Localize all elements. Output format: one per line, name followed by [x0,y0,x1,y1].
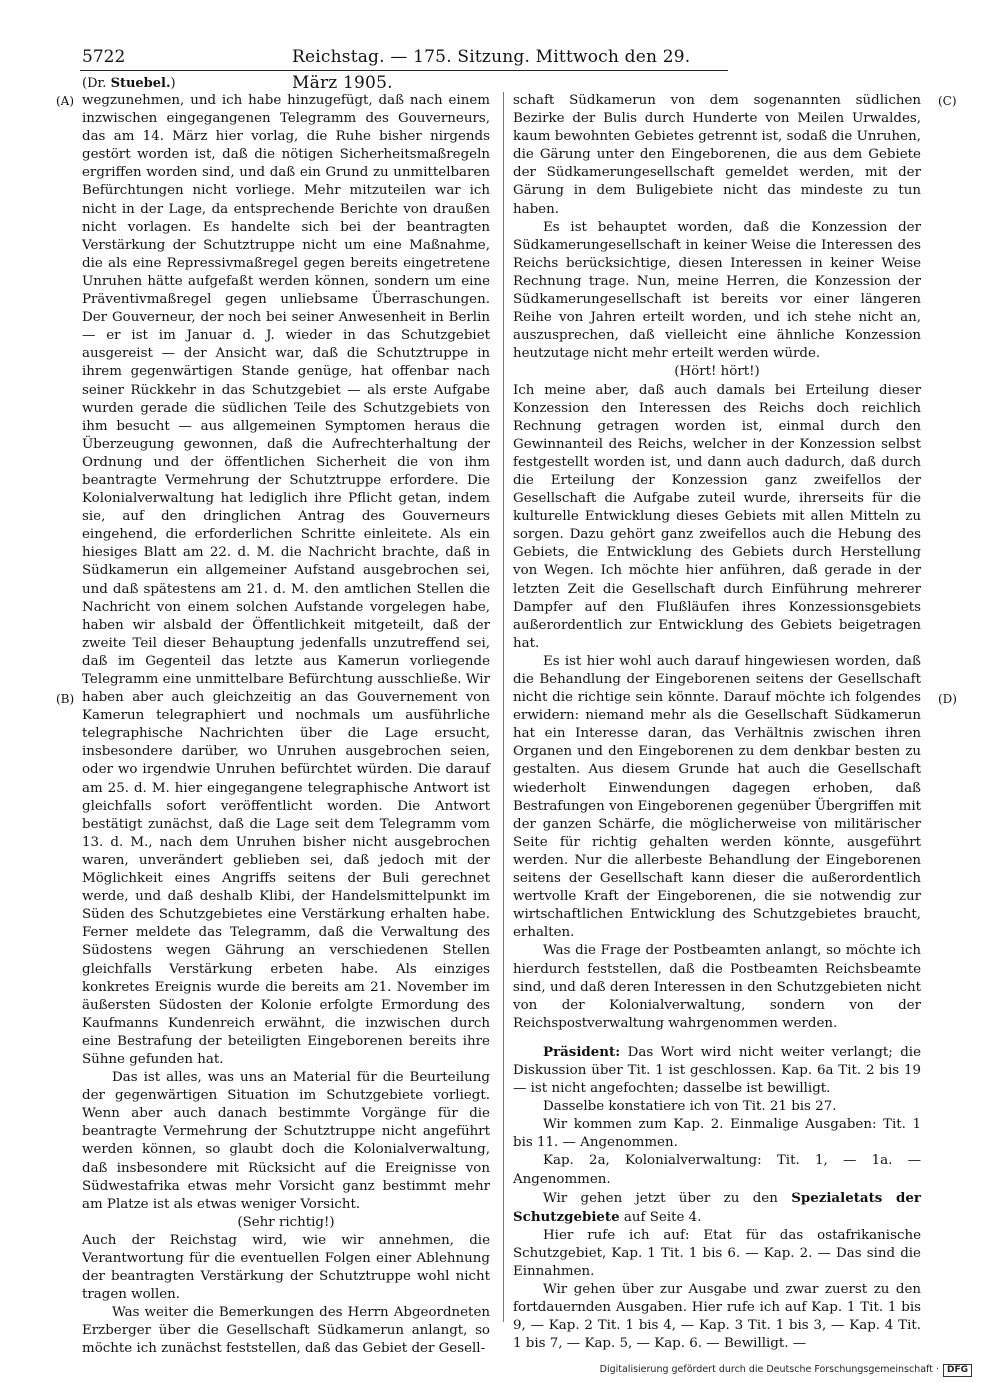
paragraph [82,1304,490,1358]
paragraph [513,1281,921,1353]
margin-mark-a: (A) [56,94,75,108]
paragraph [82,92,490,1069]
paragraph [513,1189,921,1227]
paragraph [513,92,921,219]
header-rule [80,70,728,71]
paragraph [513,1227,921,1281]
column-divider [503,92,504,1322]
paragraph-text: Wir kommen zum Kap. 2. Einmalige Ausgaben: Tit. 1 bis 11. — Angenommen. [513,1117,921,1151]
paragraph-text: Ich meine aber, daß auch damals bei Erteilung dieser Konzession den Interessen des Reichs doch reichlich Rechnung getragen worden ist, einmal durch den Gewinnanteil des Reichs, welcher in der Konzession selbst festgestellt worden ist, und dann auch dadurch, daß durch die Erteilung der Konzession ganz zweifellos der Gesellschaft die Aufgabe zuteil wurde, ihrerseits für die kulturelle Entwicklung dieses Gebiets mit allen Mitteln zu sorgen. Dazu gehört ganz zweifellos auch die Hebung des Gebiets, die Entwicklung des Gebiets durch Herstellung von Wegen. Ich möchte hier anführen, daß gerade in der letzten Zeit die Gesellschaft durch Einführung mehrerer Dampfer auf den Flußläufen ihres Konzessionsgebiets außerordentlich zur Entwicklung des Gebiets beigetragen hat. [513,382,921,651]
margin-mark-b: (B) [56,692,75,706]
paragraph-text: (Sehr richtig!) [237,1214,335,1230]
speaker-name: Stuebel. [110,76,171,91]
margin-mark-d: (D) [938,692,957,706]
paragraph [82,1232,490,1304]
interjection [513,363,921,381]
right-column [513,92,921,1353]
paragraph-text: Dasselbe konstatiere ich von Tit. 21 bis 27. [543,1099,837,1115]
speaker-prefix: (Dr. [82,76,107,91]
paragraph [513,219,921,364]
paragraph-text: wegzunehmen, und ich habe hinzugefügt, daß nach einem inzwischen eingegangenen Telegramm des Gouverneurs, das am 14. März hier vorlag, die Ruhe bisher nirgends gestört worden ist, daß die nötigen Sicherheitsmaßregeln ergriffen worden sind, und daß ein Grund zu unmittelbaren Befürchtungen nicht vorliege. Mehr mitzuteilen war ich nicht in der Lage, da entsprechende Berichte von draußen nicht vorlagen. Es handelte sich bei der beantragten Verstärkung der Schutztruppe nicht um eine Maßnahme, die als eine Repressivmaßregel gegen bereits eingetretene Unruhen hätte aufgefaßt werden können, sondern um eine Präventivmaßregel gegen unliebsame Überraschungen. Der Gouverneur, der noch bei seiner Anwesenheit in Berlin — er ist im Januar d. J. wieder in das Schutzgebiet ausgereist — der Ansicht war, daß die Schutztruppe in ihrem gegenwärtigen Stande genüge, hat offenbar nach seiner Rückkehr in das Schutzgebiet — als erste Aufgabe wurden gerade die südlichen Teile des Schutzgebiets von ihm besucht — aus allgemeinen Symptomen heraus die Überzeugung gewonnen, daß die Aufrechterhaltung der Ordnung und der öffentlichen Sicherheit die von ihm beantragte Vermehrung der Schutztruppe erfordere. Die Kolonialverwaltung hat lediglich ihre Pflicht getan, indem sie, auf den dringlichen Antrag des Gouverneurs eingehend, die erforderlichen Schritte einleitete. Als ein hiesiges Blatt am 22. d. M. die Nachricht brachte, daß in Südkamerun ein allgemeiner Aufstand ausgebrochen sei, und daß spätestens am 21. d. M. den amtlichen Stellen die Nachricht von einem solchen Aufstande vorgelegen habe, haben wir alsbald der Öffentlichkeit mitgeteilt, daß der zweite Teil dieser Behauptung jedenfalls unzutreffend sei, daß im Gegenteil das letzte aus Kamerun vorliegende Telegramm eine unmittelbare Befürchtung ausschließe. Wir haben aber auch gleichzeitig an das Gouvernement von Kamerun telegraphiert und nochmals um ausführliche telegraphische Nachrichten über die Lage ersucht, insbesondere darüber, wo Unruhen ausgebrochen seien, oder wo irgendwie Unruhen befürchtet würden. Die darauf am 25. d. M. hier eingegangene telegraphische Antwort ist gleichfalls sofort veröffentlicht worden. Die Antwort bestätigt zunächst, daß die Lage seit dem Telegramm vom 13. d. M., nach dem Unruhen bisher nicht ausgebrochen waren, unverändert geblieben sei, daß jedoch mit der Möglichkeit eines Angriffs seitens der Buli gerechnet werde, und daß deshalb Klibi, der Handelsmittelpunkt im Süden des Schutzgebietes eine Verstärkung erhalten habe. Ferner meldete das Telegramm, daß die Verwaltung des Südostens wegen Gährung an verschiedenen Stellen gleichfalls Verstärkung erbeten habe. Als einziges konkretes Ereignis wurde die bereits am 21. November im äußersten Südosten der Kolonie erfolgte Ermordung des Kaufmanns Kundenreich erwähnt, die inzwischen durch eine Bestrafung der beteiligten Eingeborenen bereits ihre Sühne gefunden hat. [82,93,490,1067]
speaker-suffix: ) [170,76,176,91]
paragraph [513,1116,921,1152]
speaker-lead: Präsident: [543,1043,621,1060]
paragraph [513,1098,921,1116]
paragraph [513,653,921,943]
paragraph [513,1152,921,1188]
paragraph [513,382,921,653]
interjection [82,1214,490,1232]
paragraph-text: Es ist behauptet worden, daß die Konzession der Südkamerungesellschaft in keiner Weise die Interessen des Reichs berücksichtige, diesen Interessen in keiner Weise Rechnung trage. Nun, meine Herren, die Konzession der Südkamerungesellschaft ist bereits vor einer längeren Reihe von Jahren erteilt worden, und ich stehe nicht an, auszusprechen, daß vielleicht eine ähnliche Konzession heutzutage nicht mehr erteilt werden würde. [513,219,921,362]
margin-mark-c: (C) [938,94,957,108]
paragraph-gap [513,1033,921,1043]
paragraph-text: Wir gehen über zur Ausgabe und zwar zuerst zu den fortdauernden Ausgaben. Hier rufe ich auf Kap. 1 Tit. 1 bis 9, — Kap. 2 Tit. 1 bis 4, — Kap. 3 Tit. 1 bis 3, — Kap. 4 Tit. 1 bis 7, — Kap. 5, — Kap. 6. — Bewilligt. — [513,1282,921,1352]
dfg-logo: DFG [943,1364,972,1377]
emphasized-heading: Spezialetats der Schutzgebiete [513,1189,921,1225]
paragraph-text: schaft Südkamerun von dem sogenannten südlichen Bezirke der Bulis durch Hunderte von Meilen Urwaldes, kaum bewohnten Gebietes getrennt ist, sodaß die Unruhen, die Gärung unter den Eingeborenen, die aus dem Gebiete der Südkamerungesellschaft gemeldet werden, mit der Gärung in dem Buligebiete nicht das mindeste zu tun haben. [513,93,921,217]
running-title: Reichstag. — 175. Sitzung. Mittwoch den 29. März 1905. [292,47,691,93]
paragraph-text-tail: auf Seite 4. [623,1209,702,1225]
paragraph [513,942,921,1032]
paragraph-text: Das ist alles, was uns an Material für die Beurteilung der gegenwärtigen Situation im Schutzgebiete vorliegt. Wenn aber auch danach bestimmte Vorgänge für die beantragte Vermehrung der Schutztruppe nicht angeführt werden können, so glaubt doch die Kolonialverwaltung, daß insbesondere mit Rücksicht auf die Ereignisse von Südwestafrika etwas mehr Vorsicht ganz bestimmt mehr am Platze ist als etwas weniger Vorsicht. [82,1070,490,1212]
paragraph-text: Hier rufe ich auf: Etat für das ostafrikanische Schutzgebiet, Kap. 1 Tit. 1 bis 6. — Kap. 2. — Das sind die Einnahmen. [513,1227,921,1279]
footer-credit: Digitalisierung gefördert durch die Deutsche Forschungsgemeinschaft · [599,1364,939,1375]
paragraph-text: (Hört! hört!) [674,364,760,380]
paragraph-text: Wir gehen jetzt über zu den [543,1190,778,1206]
page-footer [600,1363,972,1377]
paragraph-text: Kap. 2a, Kolonialverwaltung: Tit. 1, — 1a. — Angenommen. [513,1153,921,1187]
paragraph-text: Es ist hier wohl auch darauf hingewiesen worden, daß die Behandlung der Eingeborenen seitens der Gesellschaft nicht die richtige sein könnte. Darauf möchte ich folgendes erwidern: niemand mehr als die Gesellschaft Südkamerun hat ein Interesse daran, das Verhältnis zwischen ihren Organen und den Eingeborenen zu dem denkbar besten zu gestalten. Aus diesem Grunde hat auch die Gesellschaft wiederholt Einwendungen dagegen erhoben, daß Bestrafungen von Eingeborenen gegenüber Übergriffen mit der ganzen Schärfe, die möglicherweise von militärischer Seite für richtig gehalten werden könnte, ausgeführt werden. Nur die allerbeste Behandlung der Eingeborenen seitens der Gesellschaft kann dieser die außerordentlich wertvolle Kraft der Eingeborenen, die sie notwendig zur wirtschaftlichen Entwicklung des Schutzgebietes braucht, erhalten. [513,653,921,941]
paragraph-text: Auch der Reichstag wird, wie wir annehmen, die Verantwortung für die eventuellen Folgen einer Ablehnung der beantragten Verstärkung der Schutztruppe wohl nicht tragen wollen. [82,1232,490,1303]
paragraph [513,1043,921,1098]
page-number: 5722 [82,47,126,67]
paragraph-text: Das Wort wird nicht weiter verlangt; die Diskussion über Tit. 1 ist geschlossen. Kap. 6a Tit. 2 bis 19 — ist nicht angefochten; dasselbe ist bewilligt. [513,1044,921,1097]
left-column [82,92,490,1359]
paragraph [82,1069,490,1214]
speaker-line [82,75,176,92]
paragraph-text: Was weiter die Bemerkungen des Herrn Abgeordneten Erzberger über die Gesellschaft Südkamerun anlangt, so möchte ich zunächst feststellen, daß das Gebiet der Gesell- [82,1305,490,1357]
paragraph-text: Was die Frage der Postbeamten anlangt, so möchte ich hierdurch feststellen, daß die Postbeamten Reichsbeamte sind, und daß deren Interessen in den Schutzgebieten nicht von der Kolonialverwaltung, sondern von der Reichspostverwaltung wahrgenommen werden. [513,943,921,1031]
